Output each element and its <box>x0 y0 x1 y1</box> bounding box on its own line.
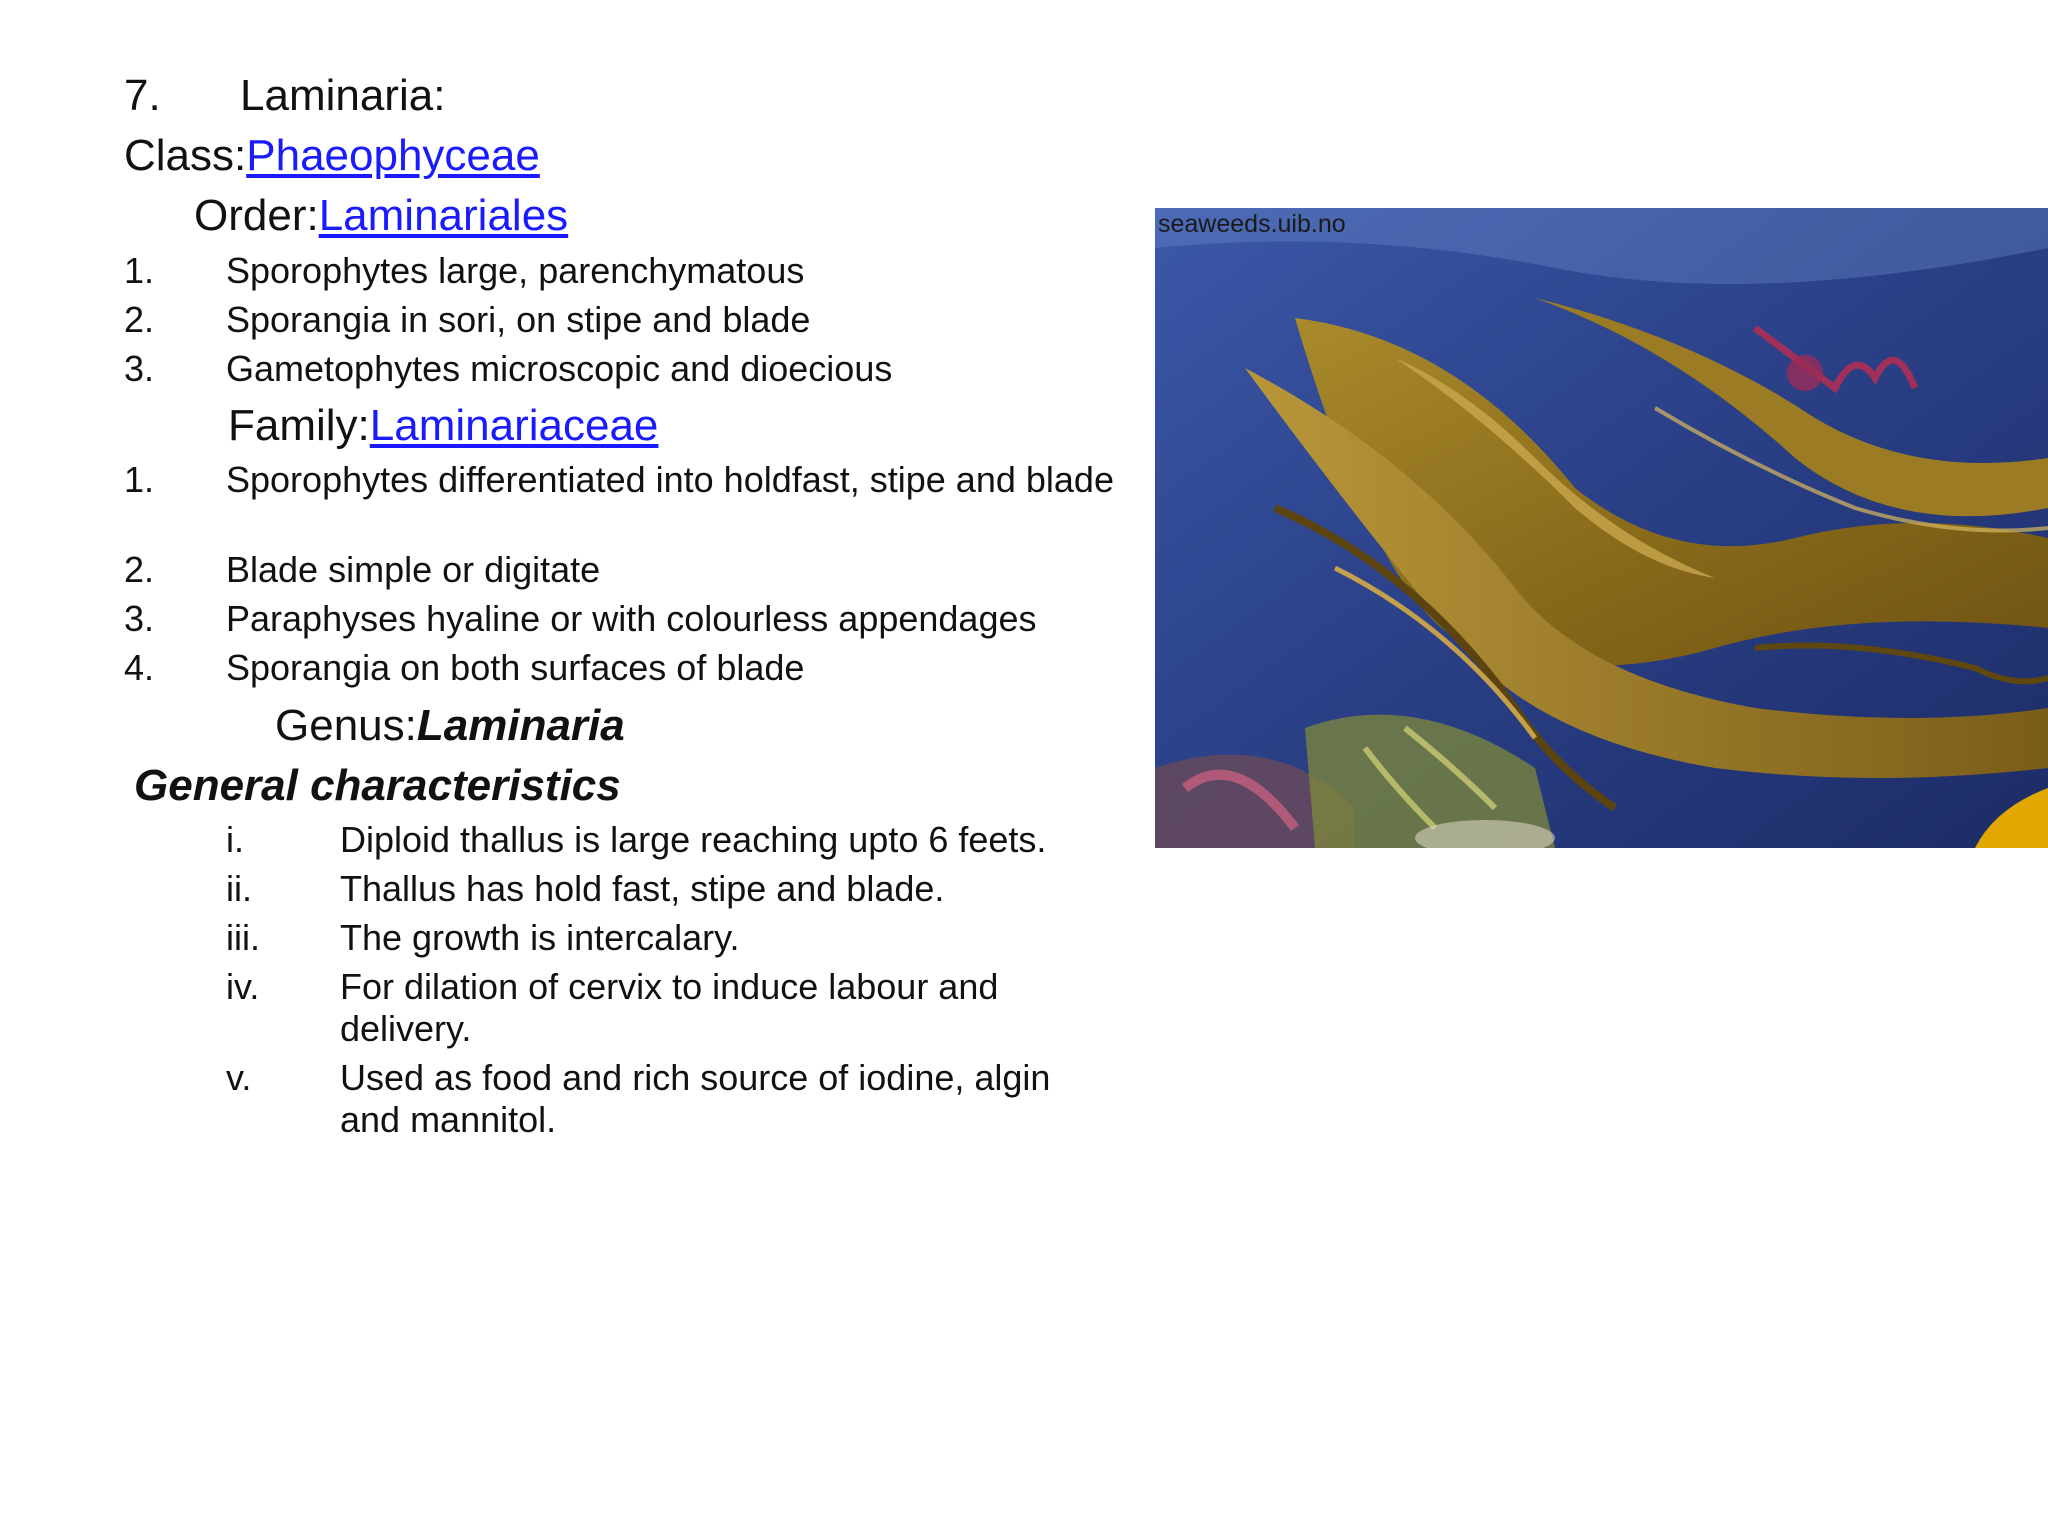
kelp-image <box>1155 208 2048 848</box>
general-point-text: The growth is intercalary. <box>340 917 740 958</box>
family-point-number: 3. <box>124 598 155 639</box>
family-label: Family: <box>228 401 370 450</box>
family-point-text: Paraphyses hyaline or with colourless appendages <box>226 598 1037 639</box>
family-line <box>228 400 658 452</box>
family-link[interactable]: Laminariaceae <box>369 401 659 450</box>
order-point-number: 3. <box>124 348 155 389</box>
heading-title: Laminaria: <box>240 71 446 120</box>
general-point-text: Thallus has hold fast, stipe and blade. <box>340 868 945 909</box>
order-point-number: 1. <box>124 250 155 291</box>
image-watermark: seaweeds.uib.no <box>1158 210 1346 238</box>
general-point-text: For dilation of cervix to induce labour and delivery. <box>340 966 999 1049</box>
order-label: Order: <box>194 191 319 240</box>
family-point-number: 4. <box>124 647 155 688</box>
general-point-number: i. <box>226 819 244 860</box>
genus-label: Genus: <box>275 701 417 750</box>
general-title: General characteristics <box>134 761 621 810</box>
general-point-number: iv. <box>226 966 260 1007</box>
family-point-number: 1. <box>124 459 155 500</box>
general-point-number: iii. <box>226 917 260 958</box>
general-point-text: Used as food and rich source of iodine, algin and mannitol. <box>340 1057 1051 1140</box>
general-point-text: Diploid thallus is large reaching upto 6 feets. <box>340 819 1047 860</box>
order-line <box>194 190 568 242</box>
order-point-text: Sporangia in sori, on stipe and blade <box>226 299 811 340</box>
family-point-text: Sporangia on both surfaces of blade <box>226 647 805 688</box>
class-link[interactable]: Phaeophyceae <box>246 131 540 180</box>
general-point-number: v. <box>226 1057 252 1098</box>
family-point-text: Blade simple or digitate <box>226 549 601 590</box>
seaweed-photo <box>1155 208 2048 848</box>
genus-value: Laminaria <box>416 701 625 750</box>
order-point-text: Gametophytes microscopic and dioecious <box>226 348 893 389</box>
heading-number: 7. <box>124 71 161 120</box>
class-line <box>124 130 540 182</box>
class-label: Class: <box>124 131 247 180</box>
order-link[interactable]: Laminariales <box>318 191 569 240</box>
general-point-number: ii. <box>226 868 252 909</box>
family-point-text: Sporophytes differentiated into holdfast, stipe and blade <box>226 459 1114 500</box>
order-point-text: Sporophytes large, parenchymatous <box>226 250 805 291</box>
genus-line <box>275 700 625 752</box>
order-point-number: 2. <box>124 299 155 340</box>
family-point-number: 2. <box>124 549 155 590</box>
